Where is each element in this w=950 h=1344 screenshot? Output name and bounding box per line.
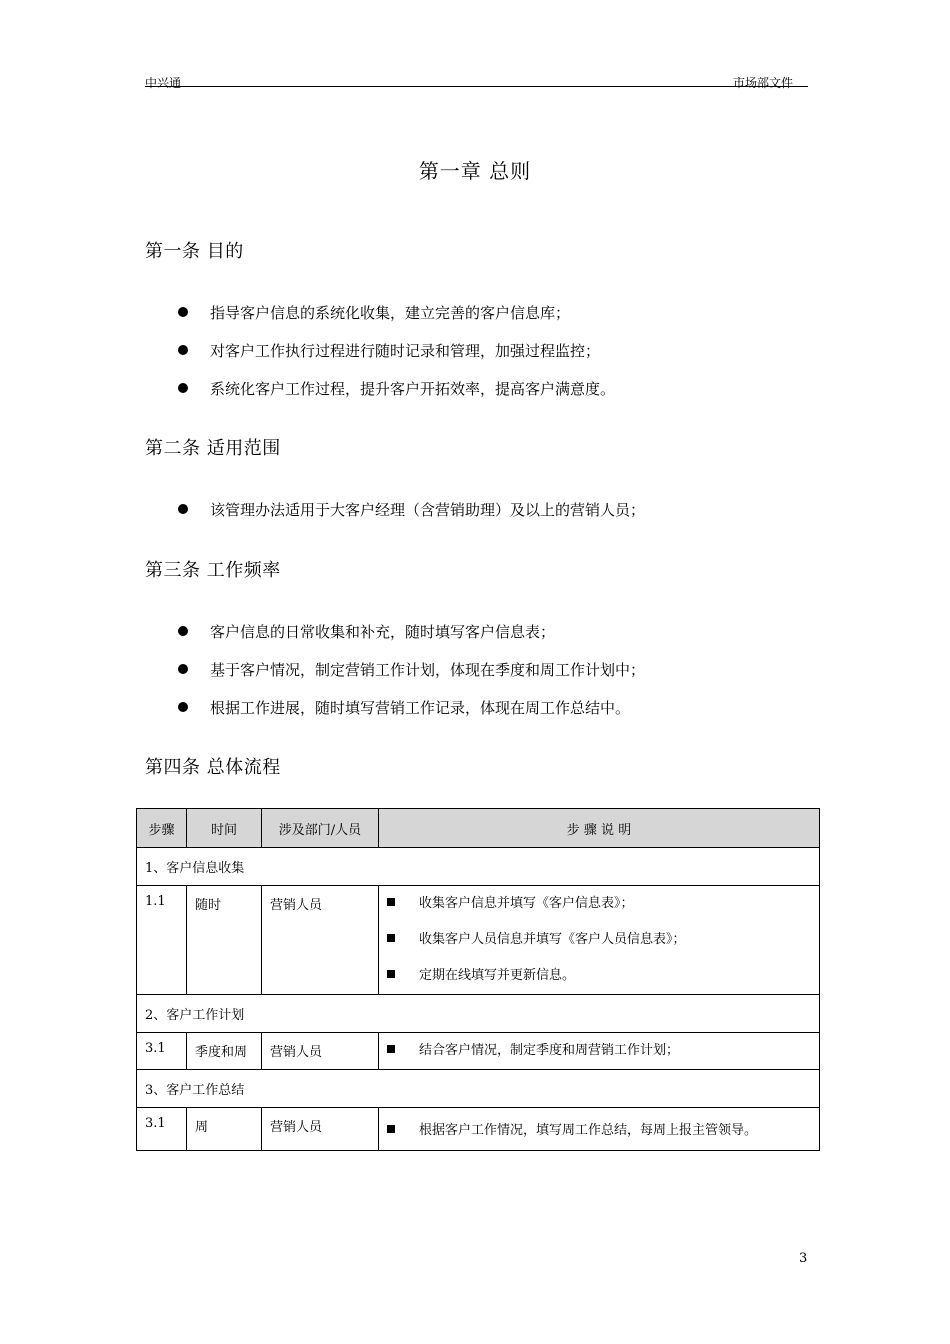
square-bullet-icon (387, 1045, 395, 1053)
bullet-2-1 (178, 499, 645, 520)
page-number: 3 (799, 1251, 808, 1266)
header-right: 市场部文件 (733, 76, 794, 90)
bullet-text: 系统化客户工作过程，提升客户开拓效率，提高客户满意度。 (210, 380, 616, 398)
table-row (137, 886, 820, 995)
article-3-title: 第三条 工作频率 (145, 560, 281, 581)
section-title: 2、客户工作计划 (137, 995, 820, 1033)
cell-dept: 营销人员 (262, 1108, 379, 1151)
cell-desc (379, 886, 820, 995)
desc-text: 结合客户情况，制定季度和周营销工作计划； (419, 1043, 680, 1058)
bullet-dot (178, 664, 188, 674)
header-left: 中兴通 (145, 76, 182, 90)
bullet-1-1 (178, 302, 570, 323)
square-bullet-icon (387, 1125, 395, 1133)
col-header-time: 时间 (187, 809, 262, 848)
cell-time: 随时 (187, 886, 262, 995)
cell-desc (379, 1108, 820, 1151)
bullet-dot (178, 345, 188, 355)
desc-text: 收集客户信息并填写《客户信息表》； (419, 896, 634, 911)
bullet-text: 基于客户情况，制定营销工作计划，体现在季度和周工作计划中； (210, 661, 646, 679)
desc-text: 收集客户人员信息并填写《客户人员信息表》； (419, 932, 686, 947)
bullet-dot (178, 626, 188, 636)
section-row (137, 1070, 820, 1108)
article-2-title: 第二条 适用范围 (145, 438, 281, 459)
article-1-title: 第一条 目的 (145, 241, 244, 262)
col-header-step: 步骤 (137, 809, 187, 848)
bullet-text: 客户信息的日常收集和补充，随时填写客户信息表； (210, 623, 556, 641)
bullet-dot (178, 702, 188, 712)
header-rule (145, 86, 808, 87)
desc-item (387, 1033, 811, 1069)
process-table (136, 808, 820, 1151)
cell-step: 3.1 (137, 1108, 187, 1151)
desc-text: 定期在线填写并更新信息。 (419, 968, 576, 983)
desc-item (387, 1108, 811, 1150)
bullet-dot (178, 504, 188, 514)
table-row (137, 1108, 820, 1151)
desc-text: 根据客户工作情况，填写周工作总结，每周上报主管领导。 (419, 1123, 758, 1138)
col-header-dept: 涉及部门/人员 (262, 809, 379, 848)
bullet-3-2 (178, 659, 645, 680)
section-title: 3、客户工作总结 (137, 1070, 820, 1108)
bullet-3-1 (178, 621, 555, 642)
cell-dept: 营销人员 (262, 886, 379, 995)
desc-item (387, 958, 811, 994)
section-row (137, 995, 820, 1033)
bullet-text: 指导客户信息的系统化收集，建立完善的客户信息库； (210, 304, 571, 322)
bullet-1-3 (178, 378, 615, 399)
table-header-row (137, 809, 820, 848)
bullet-1-2 (178, 340, 600, 361)
square-bullet-icon (387, 934, 395, 942)
cell-desc (379, 1033, 820, 1070)
bullet-dot (178, 307, 188, 317)
cell-step: 1.1 (137, 886, 187, 995)
article-4-title: 第四条 总体流程 (145, 757, 281, 778)
desc-item (387, 922, 811, 958)
bullet-3-3 (178, 697, 630, 718)
bullet-text: 该管理办法适用于大客户经理（含营销助理）及以上的营销人员； (210, 501, 646, 519)
section-title: 1、客户信息收集 (137, 848, 820, 886)
cell-step: 3.1 (137, 1033, 187, 1070)
square-bullet-icon (387, 898, 395, 906)
desc-item (387, 886, 811, 922)
cell-time: 季度和周 (187, 1033, 262, 1070)
section-row (137, 848, 820, 886)
square-bullet-icon (387, 970, 395, 978)
bullet-text: 对客户工作执行过程进行随时记录和管理，加强过程监控； (210, 342, 601, 360)
bullet-dot (178, 383, 188, 393)
cell-time: 周 (187, 1108, 262, 1151)
bullet-text: 根据工作进展，随时填写营销工作记录，体现在周工作总结中。 (210, 699, 631, 717)
col-header-desc: 步 骤 说 明 (379, 809, 820, 848)
table-row (137, 1033, 820, 1070)
cell-dept: 营销人员 (262, 1033, 379, 1070)
chapter-title: 第一章 总则 (418, 159, 532, 183)
